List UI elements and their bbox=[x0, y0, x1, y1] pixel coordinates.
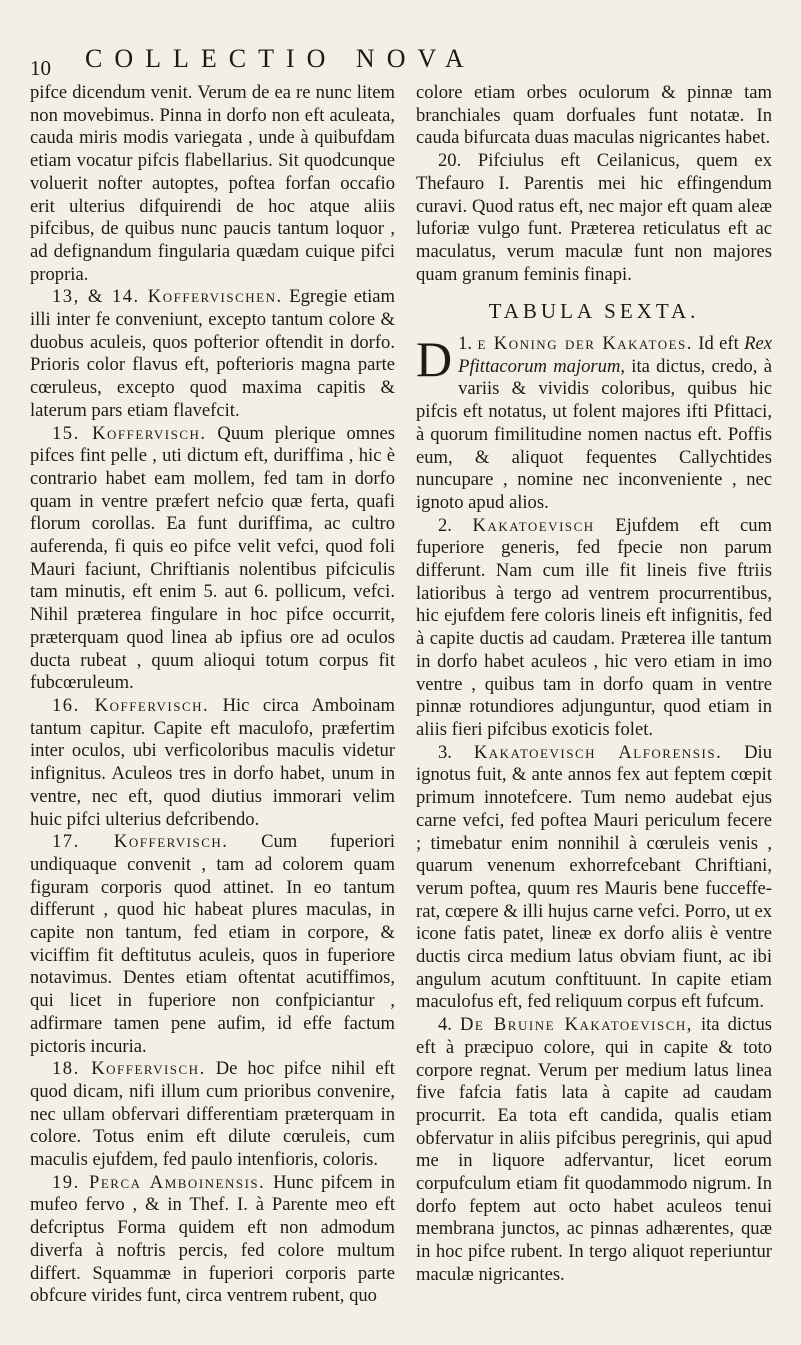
item-2-label: Kakatoevisch bbox=[472, 514, 595, 536]
item-4-label: De Bruine Kakatoevisch, bbox=[460, 1014, 693, 1036]
item-label: 18. Koffervisch. bbox=[52, 1058, 206, 1080]
page-number: 10 bbox=[30, 56, 51, 80]
item-4-number: 4. bbox=[438, 1014, 452, 1036]
item-3-text: Diu ignotus fuit, & ante annos fex aut feptem cœpit primum innotefcere. Tum nemo audebat ejus carne vefci, fed poftea Mauri periculum fecere ; timebatur enim nonnihil à cœruleis venis , quarum venenum exhorrefcebant Chriftiani, verum poftea, quum res Mauris bene fucceffe-rat, cœpere & illi hujus carne vefci. Porro, ut ex icone fatis patet, lineæ ex dorfo aliis è ventre ductis circa medium latus obviam fiunt, ac ibi angulum acutum conftituunt. In capite etiam maculofus eft, fed reliquum corpus eft fufcum. bbox=[416, 741, 772, 1013]
item-label: 13, & 14. Koffervischen. bbox=[52, 286, 283, 308]
item-1-italic: Rex Pfittacorum majorum bbox=[458, 333, 773, 377]
item-label: 15. Koffervisch. bbox=[52, 422, 207, 444]
item-label: 16. Koffervisch. bbox=[52, 694, 210, 716]
item-2-number: 2. bbox=[438, 514, 452, 536]
paragraph-20: 20. Pifciulus eft Ceilanicus, quem ex Thefauro I. Parentis mei hic effingendum curavi. Quod ratus eft, nec major eft quam aleæ luforiæ vulgo funt. Præterea reticulatus eft ac maculatus, verum maculæ funt non majores quam granum feminis finapi. bbox=[416, 150, 772, 285]
item-label: 17. Koffervisch. bbox=[52, 831, 229, 853]
paragraph-15: 15. Koffervisch. Quum plerique omnes pifces fint pelle , uti dictum eft, duriffima , hic è contrario habet eam mollem, fed tam in dorfo quam in ventre præfert nefcio quæ ferta, quafi florum corollas. Ea funt duriffima, ac cultro auferenda, fi quis eo pifce velit vefci, quod foli Mauri faciunt, Chriftianis nolentibus pifciculis tam minutis, eft enim 5. aut 6. pollicum, vefci. Nihil præterea fingulare in hoc pifce occurrit, præterquam quod linea ab ipfius ore ad oculos ducta rubeat , quum alioqui totum corpus fit fubcœruleum. bbox=[30, 422, 395, 694]
section-heading: TABULA SEXTA. bbox=[488, 299, 700, 324]
left-column bbox=[30, 82, 395, 1308]
item-3-label: Kakatoevisch Alforensis. bbox=[473, 741, 723, 763]
item-3-number: 3. bbox=[438, 741, 452, 763]
paragraph-16: 16. Koffervisch. Hic circa Amboinam tantum capitur. Capite eft maculofo, præfertim inter oculos, ubi verficoloribus maculis videtur infignitus. Aculeos tres in dorfo habet, unum in ventre, nec eft, quod diutius immorari velim huic pifci ulterius defcribendo. bbox=[30, 694, 395, 830]
item-1-number: 1. bbox=[458, 333, 473, 355]
running-head: COLLECTIO NOVA bbox=[85, 44, 476, 73]
item-2 bbox=[416, 515, 772, 742]
paragraph-19: 19. Perca Amboinensis. Hunc pifcem in mufeo fervo , & in Thef. I. à Parente meo eft defcriptus Forma quidem eft non admodum diverfa à noftris percis, fed colore multum differt. Squammæ in fuperiori corporis parte obfcure virides funt, circa ventrem rubent, quo bbox=[30, 1171, 395, 1307]
item-1 bbox=[416, 333, 772, 515]
right-column bbox=[416, 82, 772, 1287]
item-1-rest: , ita dictus, credo, à variis & vividis coloribus, quibus hic pifcis eft notatus, ut folent majores ifti Pfittaci, à quorum fimilitudine nomen nactus eft. Poffis eum, & aliquot fequentes Callychtides nuncupare , nomine nec inconveniente , nec ignoto apud alios. bbox=[416, 355, 772, 513]
item-1-text: Id eft bbox=[692, 333, 745, 355]
drop-cap: D bbox=[416, 331, 453, 388]
paragraph-17: 17. Koffervisch. Cum fuperiori undiquaque convenit , tam ad colorem quam figuram corporis quod attinet. In eo tantum differunt , quod hic habeat plures maculas, in capite non tantum, fed etiam in corpore, & viciffim fit deftitutus aculeis, quos in fuperiore notavimus. Dentes etiam oftentat acutiffimos, qui licet in fuperiore non confpiciantur , adfirmare tamen pene aufim, id effe factum pictoris incuria. bbox=[30, 831, 395, 1057]
paragraph-18: 18. Koffervisch. De hoc pifce nihil eft quod dicam, nifi illum cum prioribus convenire, nec ullam obfervari differentiam præterquam in colore. Totus enim eft dilute cœruleis, cum maculis ejufdem, fed paulo intenfioris, coloris. bbox=[30, 1058, 395, 1171]
item-1-label: e Koning der Kakatoes. bbox=[477, 333, 693, 355]
paragraph-continued: colore etiam orbes oculorum & pinnæ tam branchiales quam dorfuales funt notatæ. In cauda bifurcata duas maculas nigricantes habet. bbox=[416, 82, 772, 149]
paragraph-13-14: 13, & 14. Koffervischen. Egregie etiam illi inter fe conveniunt, excepto tantum colore & duobus aculeis, quos pofterior oftendit in dorfo. Prioris color flavus eft, pofterioris magna parte cœruleus, excepto quod maxima capitis & laterum pars etiam flavefcit. bbox=[30, 286, 395, 421]
item-4-text: ita dictus eft à præcipuo colore, qui in capite & toto corpore regnat. Verum per medium latus linea five fafcia fatis lata à capite ad caudam procurrit. Ea tota eft candida, qualis etiam obfervatur in aliis pifcibus peregrinis, qui apud me in liquore adfervantur, licet eorum corpufculum etiam fit quodammodo nigrum. In dorfo feptem aut octo habet aculeos tenui membrana junctos, ac pinnas adhærentes, quæ in hoc pifce rubent. In tergo aliquot reperiuntur maculæ nigricantes. bbox=[416, 1014, 772, 1285]
item-label: 19. Perca Amboinensis. bbox=[52, 1171, 266, 1193]
item-3 bbox=[416, 742, 772, 1014]
paragraph-intro: pifce dicendum venit. Verum de ea re nunc litem non movebimus. Pinna in dorfo non eft aculeata, cauda miris modis variegata , unde à quibufdam etiam vocatur pifcis flabellarius. Sit quodcunque voluerit nofter autoptes, poftea forfan occafio erit ulterius difquirendi de hoc atque aliis pifcibus, de quibus nunc paucis tantum loquor , ad defignandum fingularia quædam cuique pifci propria. bbox=[30, 82, 395, 285]
item-4 bbox=[416, 1014, 772, 1286]
item-2-text: Ejufdem eft cum fuperiore generis, fed fpecie non parum differunt. Nam cum ille fit lineis five ftriis latioribus à tergo ad ventrem procurrentibus, hic ejufdem fere coloris lineis eft infignitis, fed à capite ductis ad caudam. Præterea ille tantum in dorfo habet aculeos , hic vero etiam in imo ventre , quibus tam in dorfo quam in ventre pinnæ rotundiores adjunguntur, quod etiam in aliis fieri pifcibus exoticis folet. bbox=[416, 514, 772, 740]
